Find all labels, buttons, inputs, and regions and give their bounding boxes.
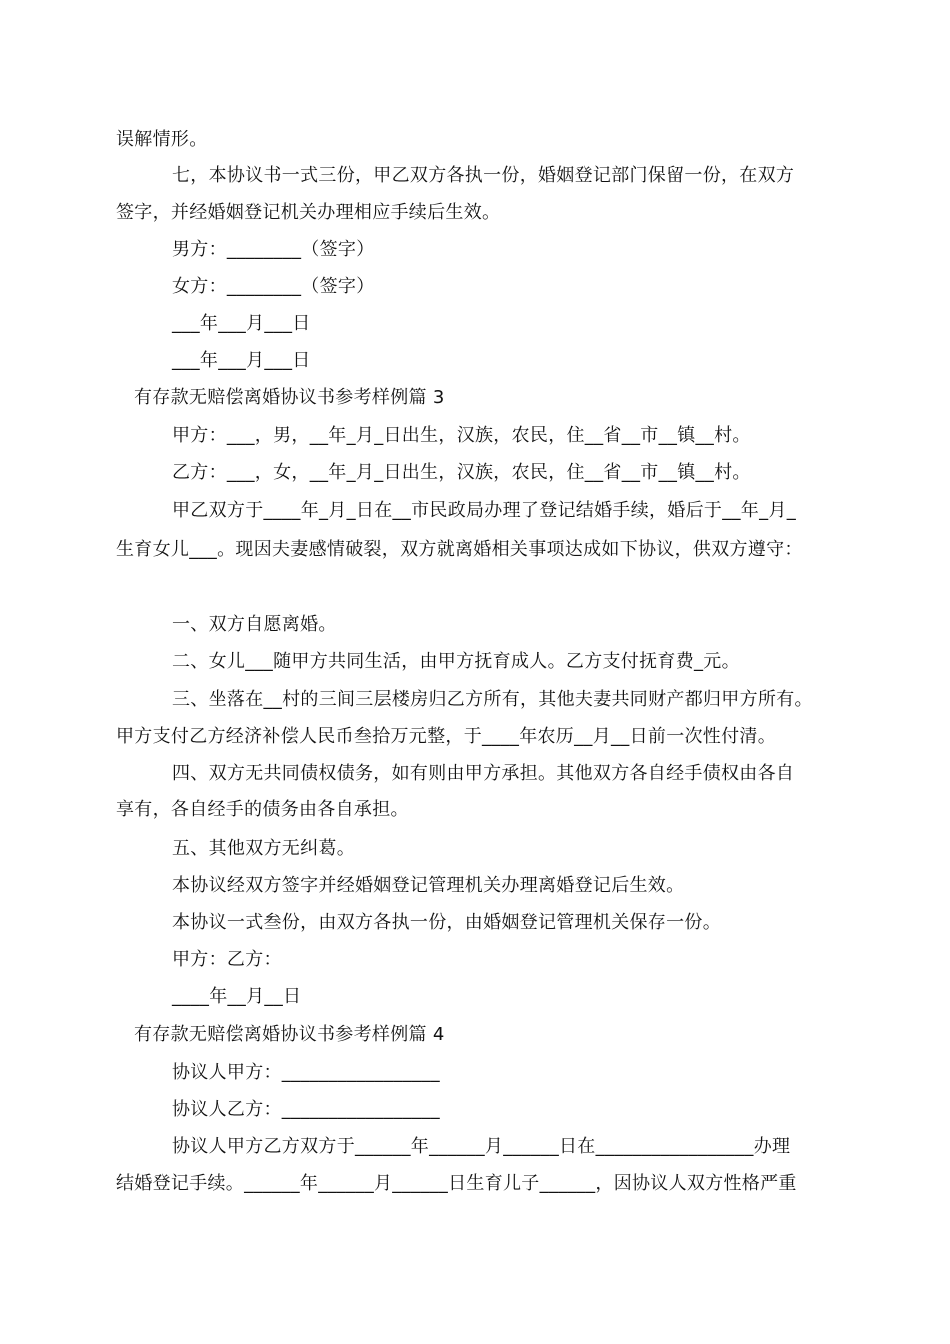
text-line: 三、坐落在__村的三间三层楼房归乙方所有，其他夫妻共同财产都归甲方所有。 [172,689,813,710]
signature-line-female: 女方：________（签字） [172,276,375,297]
text-line: 享有，各自经手的债务由各自承担。 [116,799,409,820]
text-line: 结婚登记手续。______年______月______日生育儿子______，因协议人双方性格严重 [116,1173,797,1194]
text-line: 甲乙双方于____年_月_日在__市民政局办理了登记结婚手续，婚后于__年_月_ [172,500,796,521]
text-line: 四、双方无共同债权债务，如有则由甲方承担。其他双方各自经手债权由各自 [172,763,795,784]
date-line: ____年__月__日 [172,986,302,1007]
party-b-line: 协议人乙方：_________________ [172,1099,440,1120]
party-a-line: 协议人甲方：_________________ [172,1062,440,1083]
signature-line: 甲方：乙方： [172,949,282,970]
date-line: ___年___月___日 [172,313,311,334]
text-line: 本协议经双方签字并经婚姻登记管理机关办理离婚登记后生效。 [172,875,685,896]
section-heading: 有存款无赔偿离婚协议书参考样例篇 4 [134,1024,445,1045]
text-line: 生育女儿___。现因夫妻感情破裂，双方就离婚相关事项达成如下协议，供双方遵守： [116,539,803,560]
date-line: ___年___月___日 [172,350,311,371]
section-heading: 有存款无赔偿离婚协议书参考样例篇 3 [134,387,445,408]
text-line: 五、其他双方无纠葛。 [172,838,355,859]
text-line: 乙方：___，女，__年_月_日出生，汉族，农民，住__省__市__镇__村。 [172,462,751,483]
text-line: 协议人甲方乙方双方于______年______月______日在_________________办理 [172,1136,791,1157]
text-line: 签字，并经婚姻登记机关办理相应手续后生效。 [116,202,501,223]
text-line: 七，本协议书一式三份，甲乙双方各执一份，婚姻登记部门保留一份，在双方 [172,165,795,186]
text-line: 误解情形。 [116,129,208,150]
text-line: 二、女儿___随甲方共同生活，由甲方抚育成人。乙方支付抚育费_元。 [172,651,740,672]
text-line: 一、双方自愿离婚。 [172,614,337,635]
text-line: 甲方：___，男，__年_月_日出生，汉族，农民，住__省__市__镇__村。 [172,425,751,446]
signature-line-male: 男方：________（签字） [172,239,375,260]
text-line: 本协议一式叁份，由双方各执一份，由婚姻登记管理机关保存一份。 [172,912,721,933]
text-line: 甲方支付乙方经济补偿人民币叁拾万元整，于____年农历__月__日前一次性付清。 [116,726,776,747]
